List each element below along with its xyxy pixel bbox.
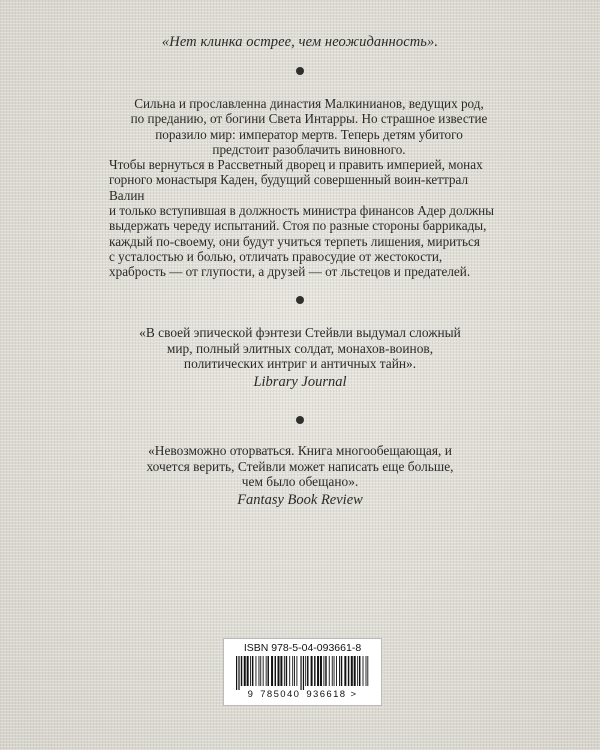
barcode-bar xyxy=(334,656,335,686)
description-line: Сильна и прославленна династия Малкинианов, ведущих род, xyxy=(134,96,484,111)
isbn-barcode-box xyxy=(223,638,382,706)
barcode-bar xyxy=(238,656,239,690)
quote-line: «В своей эпической фэнтези Стейвли выдумал сложный xyxy=(139,325,461,340)
barcode-bar xyxy=(256,656,257,686)
barcode-bar xyxy=(250,656,251,686)
description xyxy=(109,96,499,280)
barcode-bar xyxy=(363,656,364,686)
barcode-bar xyxy=(339,656,340,686)
separator-dot-2 xyxy=(296,296,304,304)
barcode-digit-group: 9 xyxy=(247,689,255,700)
description-line: храбрость — от глупости, а друзей — от льстецов и предателей. xyxy=(109,264,471,280)
barcode-bar xyxy=(278,656,280,686)
description-line: выдержать череду испытаний. Стоя по разные стороны баррикады, xyxy=(109,218,487,234)
barcode-bar xyxy=(260,656,261,686)
quote-line: чем было обещано». xyxy=(241,474,359,490)
description-line: Чтобы вернуться в Рассветный дворец и править империей, монах xyxy=(109,157,483,173)
quote-line: хочется верить, Стейвли может написать еще больше, xyxy=(146,458,454,474)
barcode-bar xyxy=(268,656,269,686)
barcode-bar xyxy=(320,656,322,686)
barcode-digit-group: 785040 xyxy=(260,689,301,700)
quote-source: Fantasy Book Review xyxy=(237,491,363,508)
barcode-bar xyxy=(263,656,264,686)
barcode-bar xyxy=(241,656,242,686)
barcode-bar xyxy=(351,656,353,686)
barcode-bar xyxy=(289,656,290,686)
barcode-bar xyxy=(244,656,246,686)
barcode-bar xyxy=(332,656,333,686)
description-line: с усталостью и болью, отличать правосудие от жестокости, xyxy=(109,248,443,264)
separator-dot-1 xyxy=(296,67,304,75)
barcode-icon xyxy=(228,656,377,690)
barcode-bar xyxy=(305,656,306,686)
barcode-bar xyxy=(359,656,360,686)
barcode-bar xyxy=(247,656,249,686)
description-line: по преданию, от богини Света Интарры. Но страшное известие xyxy=(130,111,488,127)
description-line: каждый по-своему, они будут учиться терпеть лишения, мириться xyxy=(109,233,480,249)
barcode-bar xyxy=(314,656,315,686)
barcode-bar xyxy=(357,656,358,686)
description-line: поразило мир: император мертв. Теперь детям убитого xyxy=(155,126,463,142)
barcode-bar xyxy=(266,656,267,686)
barcode-bar xyxy=(348,656,349,686)
review-quote-1 xyxy=(0,325,600,390)
barcode-bar xyxy=(280,656,282,686)
barcode-digit-group: > xyxy=(350,689,358,700)
barcode-bar xyxy=(292,656,293,686)
barcode-bar xyxy=(354,656,356,686)
barcode-bar xyxy=(323,656,324,686)
barcode-digit-group: 936618 xyxy=(306,689,347,700)
barcode-bar xyxy=(294,656,295,686)
barcode-bar xyxy=(317,656,319,686)
description-line: и только вступившая в должность министра финансов Адер должны xyxy=(109,203,495,219)
barcode-bar xyxy=(336,656,337,686)
barcode-bar xyxy=(307,656,308,686)
barcode-bar xyxy=(252,656,253,686)
barcode-bar xyxy=(341,656,342,686)
quote-line: политических интриг и античных тайн». xyxy=(183,356,417,372)
quote-line: мир, полный элитных солдат, монахов-воинов, xyxy=(166,340,434,356)
barcode-bar xyxy=(271,656,273,686)
description-line: горного монастыря Каден, будущий совершенный воин-кеттрал Валин xyxy=(109,172,469,203)
isbn-label: ISBN 978-5-04-093661-8 xyxy=(243,642,362,654)
barcode-bar xyxy=(284,656,285,686)
quote-source: Library Journal xyxy=(253,373,347,390)
description-line: предстоит разоблачить виновного. xyxy=(212,141,406,157)
barcode-bar xyxy=(329,656,330,686)
barcode-bar xyxy=(325,656,326,686)
barcode-bar xyxy=(367,656,368,686)
barcode-bar xyxy=(259,656,260,686)
barcode-bar xyxy=(366,656,367,686)
barcode-bar xyxy=(275,656,276,686)
tagline: «Нет клинка острее, чем неожиданность». xyxy=(161,34,439,50)
barcode-bar xyxy=(296,656,297,686)
barcode-digits xyxy=(224,689,381,700)
barcode-bar xyxy=(286,656,287,686)
barcode-bar xyxy=(236,656,237,690)
barcode-bar xyxy=(303,656,304,690)
barcode-bar xyxy=(311,656,313,686)
review-quote-2 xyxy=(0,443,600,508)
quote-line: «Невозможно оторваться. Книга многообещающая, и xyxy=(148,443,452,458)
barcode-bar xyxy=(344,656,346,686)
separator-dot-3 xyxy=(296,416,304,424)
barcode-bar xyxy=(300,656,301,690)
